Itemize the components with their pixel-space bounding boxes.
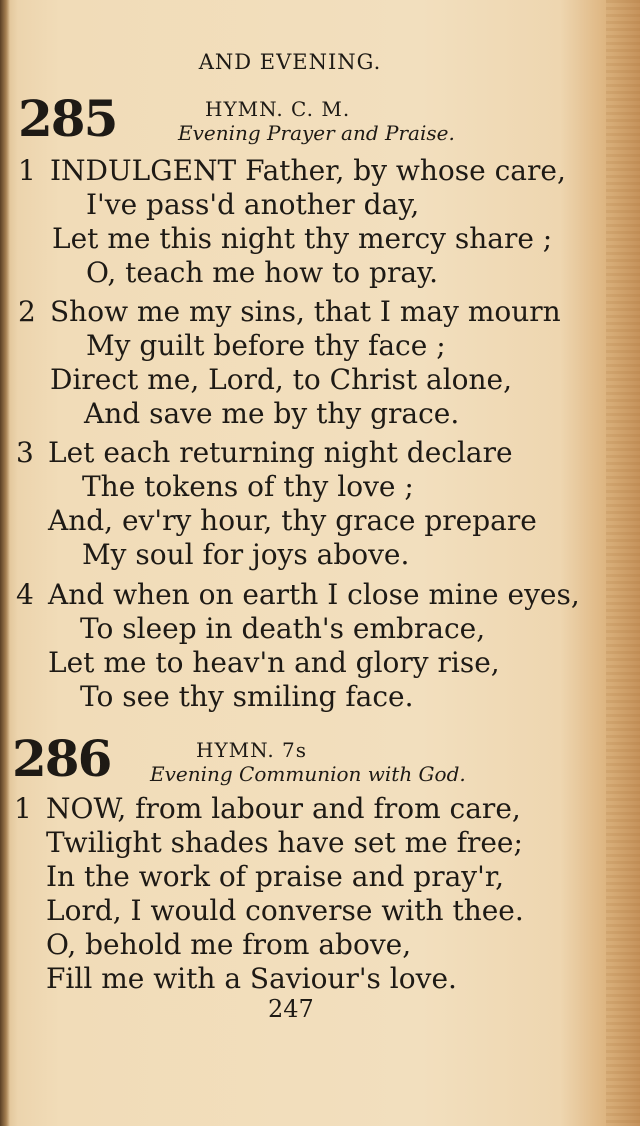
- verse-line: The tokens of thy love ;: [82, 470, 414, 503]
- verse-line: Twilight shades have set me free;: [46, 826, 523, 859]
- page-edge: [606, 0, 640, 1126]
- verse-line: 1 NOW, from labour and from care,: [14, 792, 521, 825]
- verse-line: 2 Show me my sins, that I may mourn: [18, 295, 561, 328]
- book-spine-shadow: [0, 0, 10, 1126]
- verse-line: 1 INDULGENT Father, by whose care,: [18, 154, 566, 187]
- verse-line: Let me this night thy mercy share ;: [52, 222, 553, 255]
- hymn-number-286: 286: [12, 729, 111, 788]
- verse-line: To see thy smiling face.: [80, 680, 414, 713]
- verse-line: Fill me with a Saviour's love.: [46, 962, 457, 995]
- verse-line: Direct me, Lord, to Christ alone,: [50, 363, 513, 396]
- verse-number: 2: [18, 295, 36, 328]
- verse-number: 1: [14, 792, 32, 825]
- verse-line: In the work of praise and pray'r,: [46, 860, 505, 893]
- verse-line: 3 Let each returning night declare: [16, 436, 513, 469]
- hymn-number-285: 285: [18, 89, 117, 148]
- verse-number: 1: [18, 154, 36, 187]
- hymn-subtitle-286: Evening Communion with God.: [150, 762, 466, 786]
- verse-line: My guilt before thy face ;: [86, 329, 446, 362]
- verse-line: My soul for joys above.: [82, 538, 410, 571]
- verse-line: O, teach me how to pray.: [86, 256, 439, 289]
- running-head: AND EVENING.: [198, 50, 382, 74]
- verse-number: 4: [16, 578, 34, 611]
- verse-line: 4 And when on earth I close mine eyes,: [16, 578, 580, 611]
- verse-number: 3: [16, 436, 34, 469]
- hymn-title-285: HYMN. C. M.: [205, 97, 351, 121]
- verse-line: Let me to heav'n and glory rise,: [48, 646, 500, 679]
- verse-line: And, ev'ry hour, thy grace prepare: [48, 504, 537, 537]
- hymn-subtitle-285: Evening Prayer and Praise.: [178, 121, 455, 145]
- verse-line: O, behold me from above,: [46, 928, 412, 961]
- hymn-title-286: HYMN. 7s: [196, 738, 308, 762]
- verse-line: And save me by thy grace.: [84, 397, 460, 430]
- page-number: 247: [268, 995, 314, 1023]
- verse-line: Lord, I would converse with thee.: [46, 894, 524, 927]
- verse-line: To sleep in death's embrace,: [80, 612, 486, 645]
- verse-line: I've pass'd another day,: [86, 188, 420, 221]
